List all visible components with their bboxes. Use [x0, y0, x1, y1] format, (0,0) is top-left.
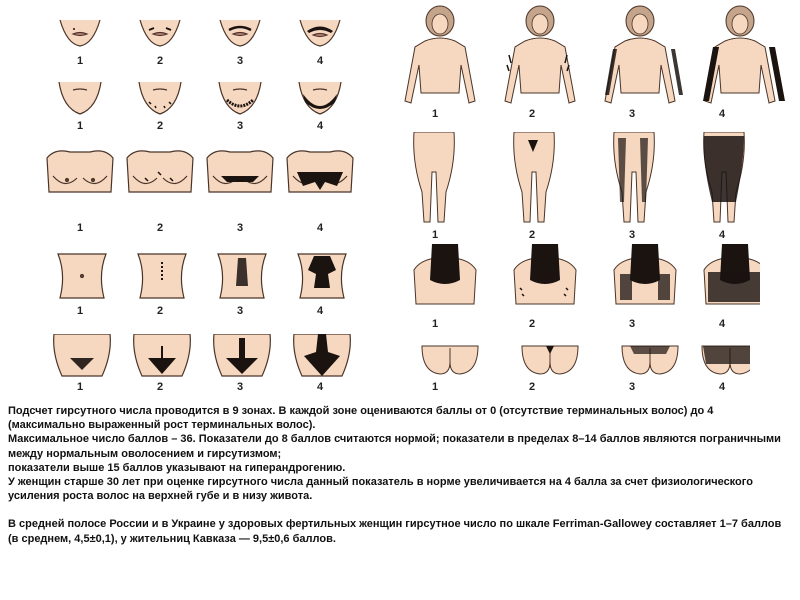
caption-block: [8, 404, 792, 546]
grade-label: 1: [431, 381, 439, 393]
back-grade-2: [514, 244, 576, 304]
upper-lip-grade-3: [220, 20, 260, 46]
thigh-grade-4: [704, 132, 745, 222]
grade-label: 4: [718, 318, 726, 330]
grade-label: 3: [628, 318, 636, 330]
lower-back-grade-4: [702, 346, 750, 374]
upper-arm-grade-4: [703, 6, 785, 103]
thigh-grade-3: [614, 132, 655, 222]
caption-paragraph-hyperandrogenism: показатели выше 15 баллов указывают на гиперандрогению.: [8, 461, 346, 474]
chest-grade-1: [47, 151, 113, 192]
upper-lip-figure: [55, 18, 345, 50]
chin-figure: [55, 82, 345, 116]
upper-abdomen-grade-4: [298, 254, 346, 298]
grade-label: 3: [236, 305, 244, 317]
grade-label: 3: [236, 222, 244, 234]
grade-label: 4: [718, 229, 726, 241]
grade-label: 4: [718, 381, 726, 393]
caption-paragraph-age: У женщин старше 30 лет при оценке гирсутного числа данный показатель в норме увеличивается на 4 балла за счет физиологического усиления роста волос на верхней губе и в низу живота.: [8, 476, 753, 503]
grade-label: 3: [628, 381, 636, 393]
upper-arm-grade-1: [405, 6, 475, 103]
grade-label: 1: [431, 108, 439, 120]
back-grade-4: [704, 244, 760, 304]
lower-abdomen-grade-4: [294, 334, 351, 376]
chest-grade-2: [127, 151, 193, 192]
grade-label: 3: [236, 55, 244, 67]
grade-label: 2: [156, 305, 164, 317]
chin-grade-1: [59, 82, 101, 114]
upper-lip-grade-2: [140, 20, 180, 46]
upper-abdomen-grade-2: [138, 254, 186, 298]
grade-label: 2: [528, 381, 536, 393]
chest-grade-4: [287, 151, 353, 192]
lower-back-figure: [420, 342, 750, 376]
back-grade-1: [414, 244, 476, 304]
grade-label: 2: [528, 229, 536, 241]
caption-paragraph-max-score: Максимальное число баллов – 36. Показатели до 8 баллов считаются нормой; показатели в пределах 8–14 баллов являются пограничными между нормальным оволосением и гирсутизмом;: [8, 433, 781, 460]
grade-label: 1: [76, 222, 84, 234]
grade-label: 3: [628, 108, 636, 120]
upper-arm-figure: [395, 5, 785, 105]
back-figure: [410, 244, 760, 306]
lower-back-grade-2: [522, 346, 578, 374]
caption-paragraph-regional: В средней полосе России и в Украине у здоровых фертильных женщин гирсутное число по шкале Ferriman-Gallowey составляет 1–7 баллов (в среднем, 4,5±0,1), у жительниц Кавказа — 9,5±0,6 баллов.: [8, 518, 782, 545]
grade-label: 2: [156, 55, 164, 67]
grade-label: 1: [76, 55, 84, 67]
upper-lip-grade-1: [60, 20, 100, 46]
thigh-figure: [410, 132, 760, 227]
thigh-grade-1: [414, 132, 455, 222]
chin-grade-2: [139, 82, 181, 114]
grade-label: 1: [76, 381, 84, 393]
chin-grade-3: [219, 82, 261, 114]
grade-label: 2: [156, 222, 164, 234]
chest-grade-3: [207, 151, 273, 192]
grade-label: 4: [316, 222, 324, 234]
grade-label: 1: [431, 318, 439, 330]
lower-abdomen-grade-2: [134, 334, 191, 376]
upper-arm-grade-3: [605, 6, 683, 103]
lower-abdomen-figure: [48, 334, 358, 378]
lower-back-grade-3: [622, 346, 678, 374]
grade-label: 3: [236, 381, 244, 393]
grade-label: 4: [316, 381, 324, 393]
grade-label: 1: [76, 120, 84, 132]
grade-label: 2: [156, 120, 164, 132]
upper-lip-grade-4: [300, 20, 340, 46]
chest-figure: [45, 148, 355, 198]
thigh-grade-2: [514, 132, 555, 222]
grade-label: 3: [236, 120, 244, 132]
grade-label: 2: [528, 318, 536, 330]
grade-label: 4: [316, 305, 324, 317]
chin-grade-4: [299, 82, 341, 114]
caption-paragraph-zones: Подсчет гирсутного числа проводится в 9 зонах. В каждой зоне оцениваются баллы от 0 (отсутствие терминальных волос) до 4 (максимально выраженный рост терминальных волос).: [8, 405, 714, 432]
grade-label: 2: [156, 381, 164, 393]
grade-label: 1: [431, 229, 439, 241]
back-grade-3: [614, 244, 676, 304]
lower-abdomen-grade-3: [214, 334, 271, 376]
grade-label: 4: [316, 120, 324, 132]
upper-abdomen-grade-1: [58, 254, 106, 298]
grade-label: 2: [528, 108, 536, 120]
grade-label: 1: [76, 305, 84, 317]
upper-abdomen-figure: [52, 252, 352, 300]
upper-arm-grade-2: [505, 6, 575, 103]
lower-back-grade-1: [422, 346, 478, 374]
grade-label: 4: [718, 108, 726, 120]
grade-label: 3: [628, 229, 636, 241]
upper-abdomen-grade-3: [218, 254, 266, 298]
grade-label: 4: [316, 55, 324, 67]
lower-abdomen-grade-1: [54, 334, 111, 376]
